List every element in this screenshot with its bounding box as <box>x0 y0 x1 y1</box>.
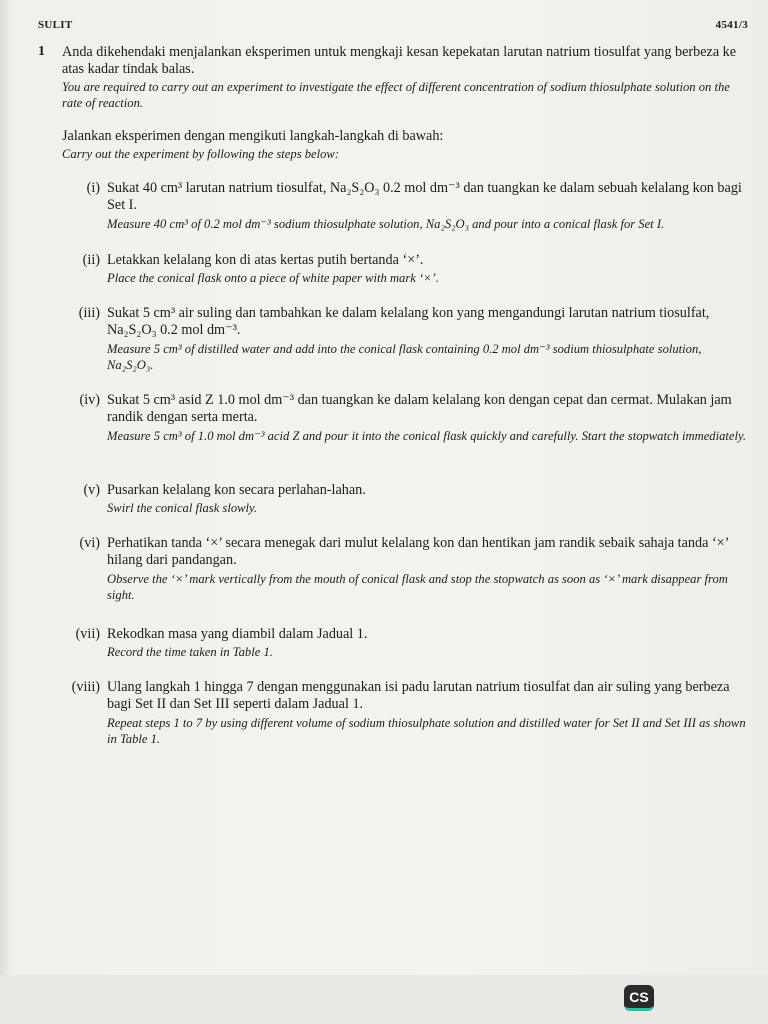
instructions-malay: Jalankan eksperimen dengan mengikuti langkah-langkah di bawah: <box>62 128 444 144</box>
step-text-english: Observe the ‘×’ mark vertically from the mouth of conical flask and stop the stopwatch as soon as ‘×’ mark disappear from sight. <box>107 572 728 602</box>
step-text-english: Measure 5 cm³ of distilled water and add into the conical flask containing 0.2 mol dm⁻³ sodium thiosulphate solution, Na₂S₂O₃. <box>107 342 702 372</box>
step-text-english: Place the conical flask onto a piece of white paper with mark ‘×’. <box>107 271 440 285</box>
step-3 <box>0 305 768 380</box>
page-header-code: 4541/3 <box>715 19 748 31</box>
camscanner-logo-icon: CS <box>624 985 654 1011</box>
instructions <box>62 128 752 162</box>
step-text-malay: Rekodkan masa yang diambil dalam Jadual 1. <box>107 626 368 642</box>
step-text-english: Measure 5 cm³ of 1.0 mol dm⁻³ acid Z and pour it into the conical flask quickly and carefully. Start the stopwatch immediately. <box>107 429 747 443</box>
step-number: (ii) <box>82 252 100 268</box>
step-text-malay: Sukat 40 cm³ larutan natrium tiosulfat, Na₂S₂O₃ 0.2 mol dm⁻³ dan tuangkan ke dalam sebuah kelalang kon bagi Set I. <box>107 180 742 213</box>
question-number: 1 <box>38 44 45 59</box>
step-number: (viii) <box>71 679 100 695</box>
intro-malay: Anda dikehendaki menjalankan eksperimen untuk mengkaji kesan kepekatan larutan natrium tiosulfat yang berbeza ke atas kadar tindak balas. <box>62 44 737 77</box>
page-header-sulit: SULIT <box>38 19 73 31</box>
step-text-malay: Sukat 5 cm³ asid Z 1.0 mol dm⁻³ dan tuangkan ke dalam kelalang kon dengan cepat dan cermat. Mulakan jam randik dengan serta merta. <box>107 392 732 425</box>
step-text-english: Measure 40 cm³ of 0.2 mol dm⁻³ sodium thiosulphate solution, Na₂S₂O₃ and pour into a conical flask for Set I. <box>107 217 665 231</box>
step-5 <box>0 482 768 522</box>
step-1 <box>0 180 768 250</box>
step-number: (iv) <box>79 392 100 408</box>
step-4 <box>0 392 768 467</box>
instructions-english: Carry out the experiment by following the steps below: <box>62 147 340 161</box>
step-number: (vi) <box>79 535 100 551</box>
step-text-english: Record the time taken in Table 1. <box>107 645 273 659</box>
step-text-malay: Ulang langkah 1 hingga 7 dengan menggunakan isi padu larutan natrium tiosulfat dan air suling yang berbeza bagi Set II dan Set III seperti dalam Jadual 1. <box>107 679 730 712</box>
step-text-malay: Sukat 5 cm³ air suling dan tambahkan ke dalam kelalang kon yang mengandungi larutan natrium tiosulfat, Na₂S₂O₃ 0.2 mol dm⁻³. <box>107 305 710 338</box>
step-number: (v) <box>83 482 100 498</box>
step-text-malay: Pusarkan kelalang kon secara perlahan-lahan. <box>107 482 366 498</box>
step-text-malay: Perhatikan tanda ‘×’ secara menegak dari mulut kelalang kon dan hentikan jam randik sebaik sahaja tanda ‘×’ hilang dari pandangan. <box>107 535 729 568</box>
step-7 <box>0 626 768 666</box>
step-6 <box>0 535 768 615</box>
step-text-english: Swirl the conical flask slowly. <box>107 501 258 515</box>
step-2 <box>0 252 768 292</box>
step-8 <box>0 679 768 759</box>
step-number: (i) <box>86 180 100 196</box>
question-intro <box>62 44 752 111</box>
step-text-english: Repeat steps 1 to 7 by using different volume of sodium thiosulphate solution and distilled water for Set II and Set III as shown in Table 1. <box>107 716 746 746</box>
step-number: (iii) <box>78 305 100 321</box>
step-text-malay: Letakkan kelalang kon di atas kertas putih bertanda ‘×’. <box>107 252 424 268</box>
step-number: (vii) <box>75 626 100 642</box>
intro-english: You are required to carry out an experiment to investigate the effect of different concentration of sodium thiosulphate solution on the rate of reaction. <box>62 80 730 110</box>
